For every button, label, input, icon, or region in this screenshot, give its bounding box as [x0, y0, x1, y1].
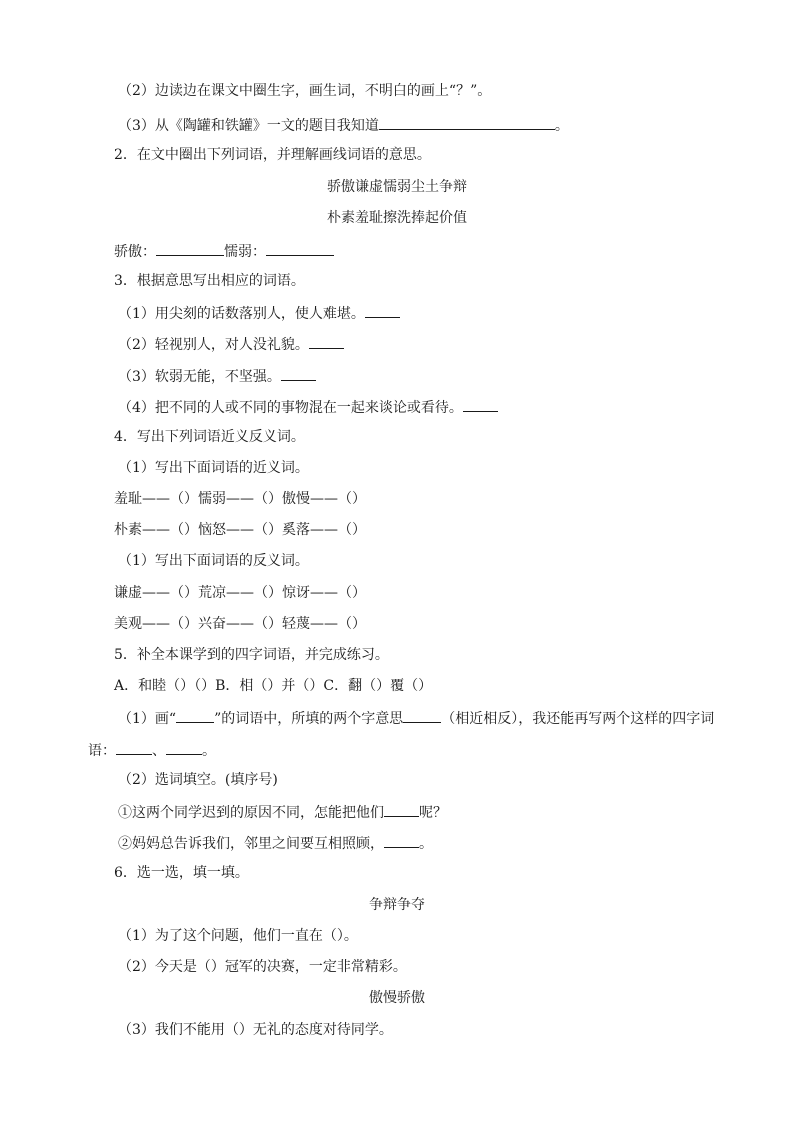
answer-blank[interactable] [176, 707, 214, 723]
q5-part-2-item: ①这两个同学迟到的原因不同，怎能把他们 呢？ [118, 801, 447, 821]
q2-definitions: 骄傲： 懦弱： [114, 240, 334, 260]
q5-title: 5．补全本课学到的四字词语，并完成练习。 [114, 647, 389, 663]
q4-antonym-row: 美观——（）兴奋——（）轻蔑——（） [114, 616, 366, 632]
q4-title: 4．写出下列词语近义反义词。 [114, 429, 305, 445]
q3-item: （4）把不同的人或不同的事物混在一起来谈论或看待。 [118, 396, 498, 416]
q1-item-2: （2）边读边在课文中圈生字，画生词，不明白的画上“？”。 [118, 83, 492, 99]
answer-blank[interactable] [156, 240, 224, 256]
q3-item: （2）轻视别人，对人没礼貌。 [118, 333, 344, 353]
q4-antonym-row: 谦虚——（）荒凉——（）惊讶——（） [114, 585, 366, 601]
q2-title: 2．在文中圈出下列词语，并理解画线词语的意思。 [114, 147, 431, 163]
answer-blank[interactable] [281, 365, 316, 381]
q5-part-2: （2）选词填空。(填序号) [118, 772, 278, 788]
q3-item: （1）用尖刻的话数落别人，使人难堪。 [118, 302, 400, 322]
q6-title: 6．选一选，填一填。 [114, 865, 249, 881]
q6-word-choices-2: 傲慢骄傲 [369, 990, 425, 1006]
q6-item: （1）为了这个问题，他们一直在（）。 [118, 928, 358, 944]
answer-blank[interactable] [463, 396, 498, 412]
answer-blank[interactable] [384, 801, 419, 817]
q5-options: A．和睦（）（）B．相（）并（）C．翻（）覆（） [114, 678, 433, 694]
q4-antonym-heading: （1）写出下面词语的反义词。 [118, 553, 309, 569]
answer-blank[interactable] [166, 739, 202, 755]
q4-synonym-row: 朴素——（）恼怒——（）奚落——（） [114, 522, 366, 538]
q5-part-2-item: ②妈妈总告诉我们，邻里之间要互相照顾， 。 [118, 832, 433, 852]
q6-item: （3）我们不能用（）无礼的态度对待同学。 [118, 1022, 393, 1038]
q2-word-list-2: 朴素羞耻擦洗捧起价值 [327, 210, 467, 226]
q5-part-1-continued: 语： 、 。 [88, 739, 216, 759]
q3-item: （3）软弱无能，不坚强。 [118, 365, 316, 385]
q1-item-3: （3）从《陶罐和铁罐》一文的题目我知道 。 [118, 114, 569, 134]
answer-blank[interactable] [266, 240, 334, 256]
answer-blank[interactable] [365, 302, 400, 318]
q3-title: 3．根据意思写出相应的词语。 [114, 273, 305, 289]
answer-blank[interactable] [403, 707, 441, 723]
q6-word-choices-1: 争辩争夺 [369, 897, 425, 913]
answer-blank[interactable] [384, 832, 419, 848]
answer-blank[interactable] [116, 739, 152, 755]
answer-blank[interactable] [309, 333, 344, 349]
q5-part-1: （1）画“ ”的词语中，所填的两个字意思 （相近相反），我还能再写两个这样的四字词 [118, 707, 714, 727]
q4-synonym-heading: （1）写出下面词语的近义词。 [118, 460, 309, 476]
q2-word-list-1: 骄傲谦虚懦弱尘土争辩 [327, 179, 467, 195]
q6-item: （2）今天是（）冠军的决赛，一定非常精彩。 [118, 959, 407, 975]
answer-blank[interactable] [379, 114, 555, 130]
q4-synonym-row: 羞耻——（）懦弱——（）傲慢——（） [114, 491, 366, 507]
